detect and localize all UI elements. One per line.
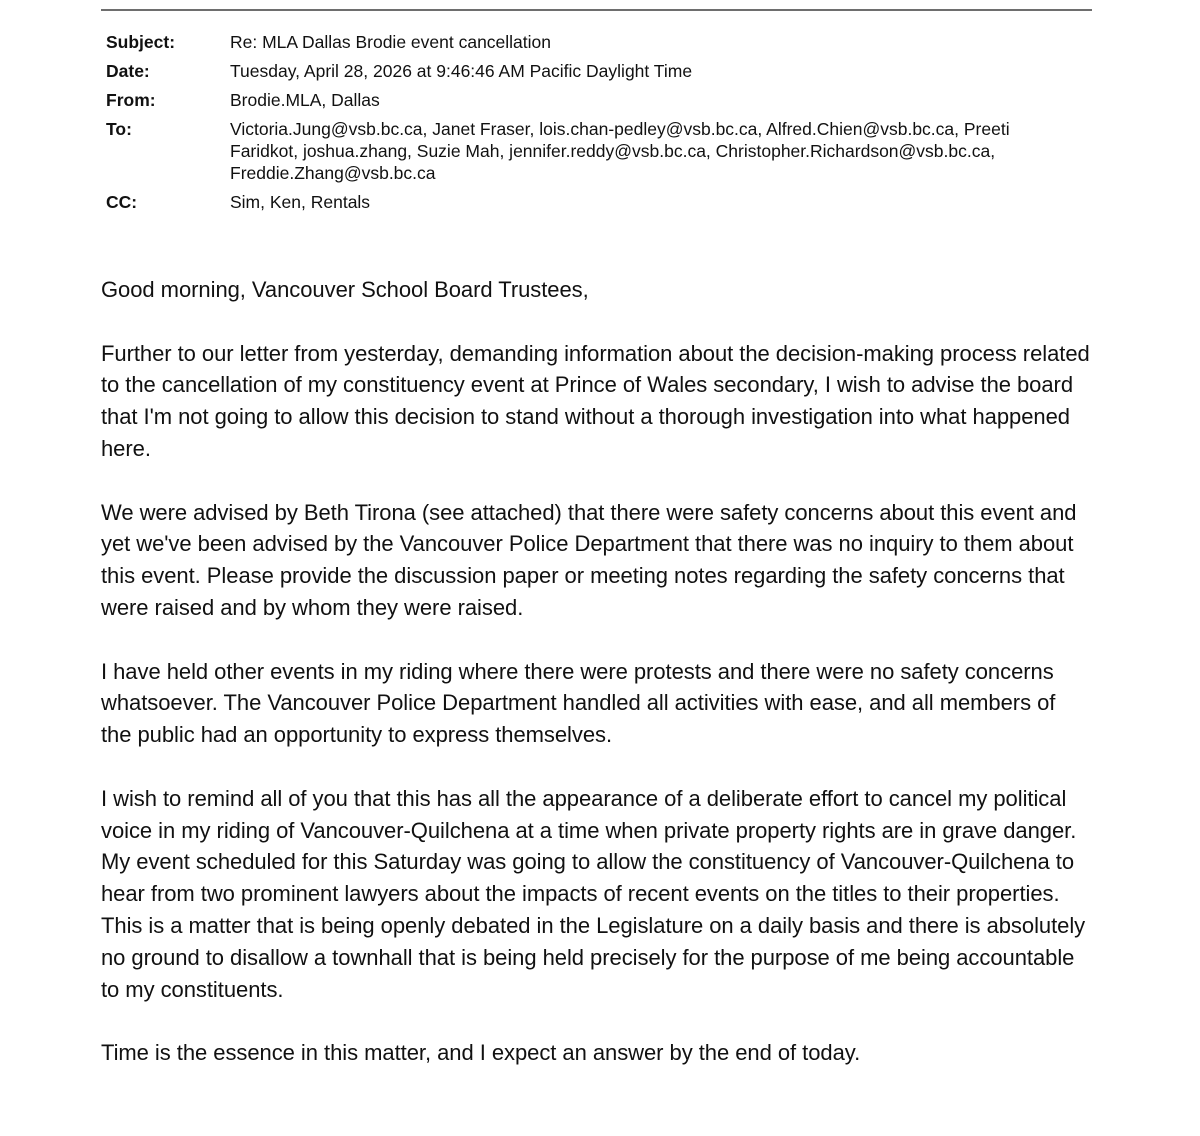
email-header xyxy=(106,31,1066,220)
body-paragraph-1: Further to our letter from yesterday, demanding information about the decision-making process related to the cancellation of my constituency event at Prince of Wales secondary, I wish to advise the board that I'm not going to allow this decision to stand without a thorough investigation into what happened here. xyxy=(101,340,1090,461)
date-label: Date: xyxy=(106,61,150,81)
email-body xyxy=(101,274,1091,1101)
subject-label: Subject: xyxy=(106,32,176,52)
cc-value: Sim, Ken, Rentals xyxy=(230,192,371,212)
from-value: Brodie.MLA, Dallas xyxy=(230,90,380,110)
body-paragraph-3: I have held other events in my riding where there were protests and there were no safety concerns whatsoever. The Vancouver Police Department handled all activities with ease, and all members of the public had an opportunity to express themselves. xyxy=(101,658,1056,748)
cc-row xyxy=(106,191,1066,213)
body-paragraph-5: Time is the essence in this matter, and I expect an answer by the end of today. xyxy=(101,1040,861,1066)
from-row xyxy=(106,89,1066,111)
header-divider xyxy=(101,9,1092,11)
to-row xyxy=(106,118,1066,184)
cc-label: CC: xyxy=(106,192,138,212)
date-value: Tuesday, April 28, 2026 at 9:46:46 AM Pacific Daylight Time xyxy=(230,61,693,81)
from-label: From: xyxy=(106,90,156,110)
body-paragraph-4: I wish to remind all of you that this has all the appearance of a deliberate effort to cancel my political voice in my riding of Vancouver-Quilchena at a time when private property rights are in grave danger. My event scheduled for this Saturday was going to allow the constituency of Vancouver-Quilchena to hear from two prominent lawyers about the impacts of recent events on the titles to their properties. This is a matter that is being openly debated in the Legislature on a daily basis and there is absolutely no ground to disallow a townhall that is being held precisely for the purpose of me being accountable to my constituents. xyxy=(101,785,1086,1002)
subject-row xyxy=(106,31,1066,53)
to-label: To: xyxy=(106,119,132,139)
greeting: Good morning, Vancouver School Board Trustees, xyxy=(101,277,589,302)
to-value: Victoria.Jung@vsb.bc.ca, Janet Fraser, lois.chan-pedley@vsb.bc.ca, Alfred.Chien@vsb.bc.ca, Preeti Faridkot, joshua.zhang, Suzie Mah, jennifer.reddy@vsb.bc.ca, Christopher.Richardson@vsb.bc.ca, Freddie.Zhang@vsb.bc.ca xyxy=(230,119,1010,183)
date-row xyxy=(106,60,1066,82)
subject-value: Re: MLA Dallas Brodie event cancellation xyxy=(230,32,552,52)
body-paragraph-2: We were advised by Beth Tirona (see attached) that there were safety concerns about this event and yet we've been advised by the Vancouver Police Department that there was no inquiry to them about this event. Please provide the discussion paper or meeting notes regarding the safety concerns that were raised and by whom they were raised. xyxy=(101,499,1077,620)
